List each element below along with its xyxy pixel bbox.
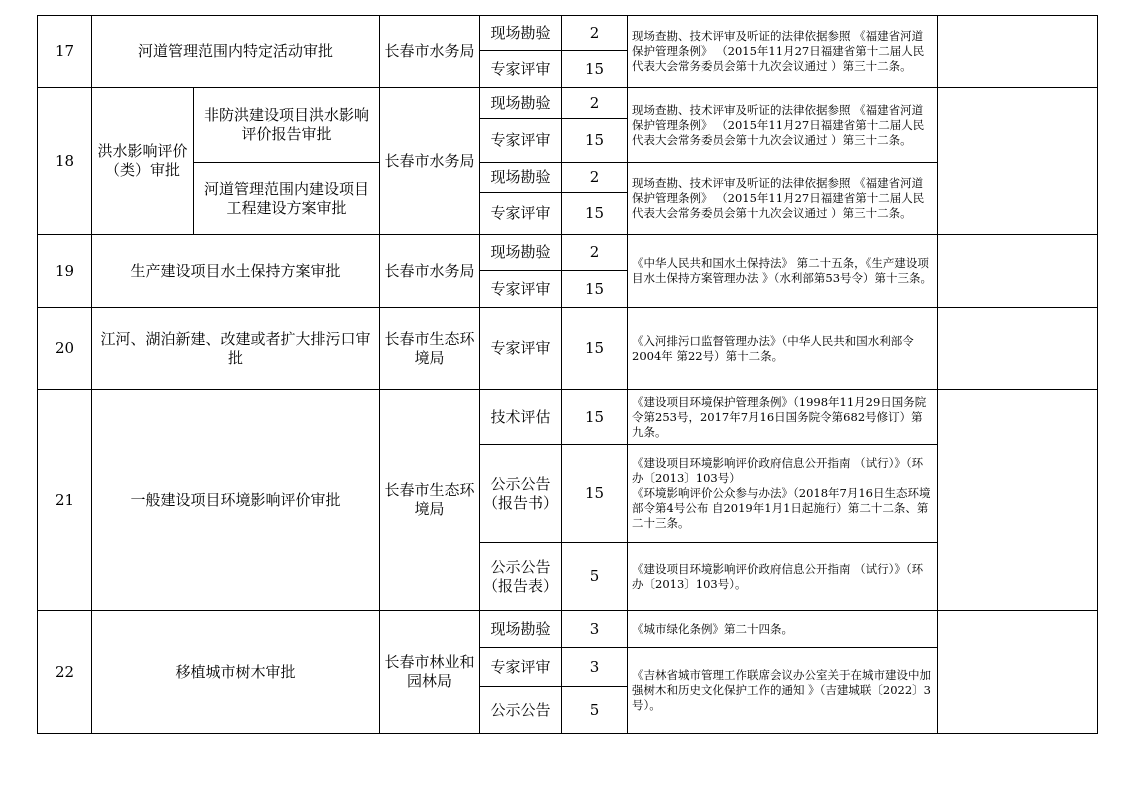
step-days: 15: [562, 271, 628, 308]
step-name: 现场勘验: [480, 88, 562, 119]
remark-cell: [938, 390, 1098, 611]
step-days: 15: [562, 193, 628, 235]
item-name: 江河、湖泊新建、改建或者扩大排污口审批: [92, 308, 380, 390]
step-name: 专家评审: [480, 648, 562, 687]
step-name: 现场勘验: [480, 235, 562, 271]
department: 长春市水务局: [380, 235, 480, 308]
legal-basis: 《城市绿化条例》第二十四条。: [628, 611, 938, 648]
step-days: 2: [562, 16, 628, 51]
step-name: 公示公告: [480, 687, 562, 734]
legal-basis-line: 《环境影响评价公众参与办法》（2018年7月16日生态环境部令第4号公布 自2019年1月1日起施行）第二十二条、第二十三条。: [632, 486, 931, 530]
step-name: 专家评审: [480, 271, 562, 308]
approval-table: [37, 15, 1098, 734]
step-name: 专家评审: [480, 193, 562, 235]
table-row: [38, 308, 1098, 390]
legal-basis: 《吉林省城市管理工作联席会议办公室关于在城市建设中加强树木和历史文化保护工作的通知 》（吉建城联〔2022〕3号）。: [628, 648, 938, 734]
legal-basis: [628, 445, 938, 543]
step-days: 2: [562, 235, 628, 271]
item-name: 洪水影响评价（类）审批: [92, 88, 194, 235]
step-name: 技术评估: [480, 390, 562, 445]
legal-basis: 《入河排污口监督管理办法》（中华人民共和国水利部令 2004年 第22号）第十二条。: [628, 308, 938, 390]
item-name: 生产建设项目水土保持方案审批: [92, 235, 380, 308]
step-name: 专家评审: [480, 119, 562, 163]
step-days: 15: [562, 308, 628, 390]
step-name: 现场勘验: [480, 611, 562, 648]
remark-cell: [938, 88, 1098, 235]
table-row: [38, 16, 1098, 51]
legal-basis: 《中华人民共和国水土保持法》 第二十五条，《生产建设项目水土保持方案管理办法 》（水利部第53号令）第十三条。: [628, 235, 938, 308]
legal-basis-line: 《建设项目环境影响评价政府信息公开指南 （试行）》（环办〔2013〕103号）: [632, 456, 924, 485]
department: 长春市水务局: [380, 88, 480, 235]
item-name: 一般建设项目环境影响评价审批: [92, 390, 380, 611]
step-name: 公示公告（报告书）: [480, 445, 562, 543]
legal-basis: 《建设项目环境影响评价政府信息公开指南 （试行）》（环办〔2013〕103号）。: [628, 543, 938, 611]
step-days: 15: [562, 119, 628, 163]
table-row: [38, 390, 1098, 445]
step-name: 现场勘验: [480, 163, 562, 193]
sub-item-name: 河道管理范围内建设项目工程建设方案审批: [194, 163, 380, 235]
table-row: [38, 88, 1098, 119]
step-days: 3: [562, 648, 628, 687]
step-name: 公示公告（报告表）: [480, 543, 562, 611]
row-number: 20: [38, 308, 92, 390]
step-days: 15: [562, 445, 628, 543]
step-days: 15: [562, 390, 628, 445]
row-number: 21: [38, 390, 92, 611]
step-days: 5: [562, 687, 628, 734]
remark-cell: [938, 16, 1098, 88]
legal-basis: 现场查勘、技术评审及听证的法律依据参照 《福建省河道保护管理条例》 （2015年11月27日福建省第十二届人民代表大会常务委员会第十九次会议通过 ）第三十二条。: [628, 163, 938, 235]
department: 长春市林业和园林局: [380, 611, 480, 734]
row-number: 22: [38, 611, 92, 734]
legal-basis: 现场查勘、技术评审及听证的法律依据参照 《福建省河道保护管理条例》 （2015年11月27日福建省第十二届人民代表大会常务委员会第十九次会议通过 ）第三十二条。: [628, 16, 938, 88]
row-number: 18: [38, 88, 92, 235]
row-number: 19: [38, 235, 92, 308]
row-number: 17: [38, 16, 92, 88]
legal-basis: 《建设项目环境保护管理条例》（1998年11月29日国务院令第253号，2017年7月16日国务院令第682号修订）第九条。: [628, 390, 938, 445]
step-name: 现场勘验: [480, 16, 562, 51]
department: 长春市水务局: [380, 16, 480, 88]
remark-cell: [938, 235, 1098, 308]
department: 长春市生态环境局: [380, 308, 480, 390]
step-days: 3: [562, 611, 628, 648]
step-days: 5: [562, 543, 628, 611]
remark-cell: [938, 308, 1098, 390]
remark-cell: [938, 611, 1098, 734]
item-name: 移植城市树木审批: [92, 611, 380, 734]
item-name: 河道管理范围内特定活动审批: [92, 16, 380, 88]
table-row: [38, 235, 1098, 271]
step-name: 专家评审: [480, 51, 562, 88]
department: 长春市生态环境局: [380, 390, 480, 611]
step-days: 2: [562, 163, 628, 193]
step-days: 2: [562, 88, 628, 119]
table-row: [38, 611, 1098, 648]
step-name: 专家评审: [480, 308, 562, 390]
sub-item-name: 非防洪建设项目洪水影响评价报告审批: [194, 88, 380, 163]
step-days: 15: [562, 51, 628, 88]
legal-basis: 现场查勘、技术评审及听证的法律依据参照 《福建省河道保护管理条例》 （2015年11月27日福建省第十二届人民代表大会常务委员会第十九次会议通过 ）第三十二条。: [628, 88, 938, 163]
